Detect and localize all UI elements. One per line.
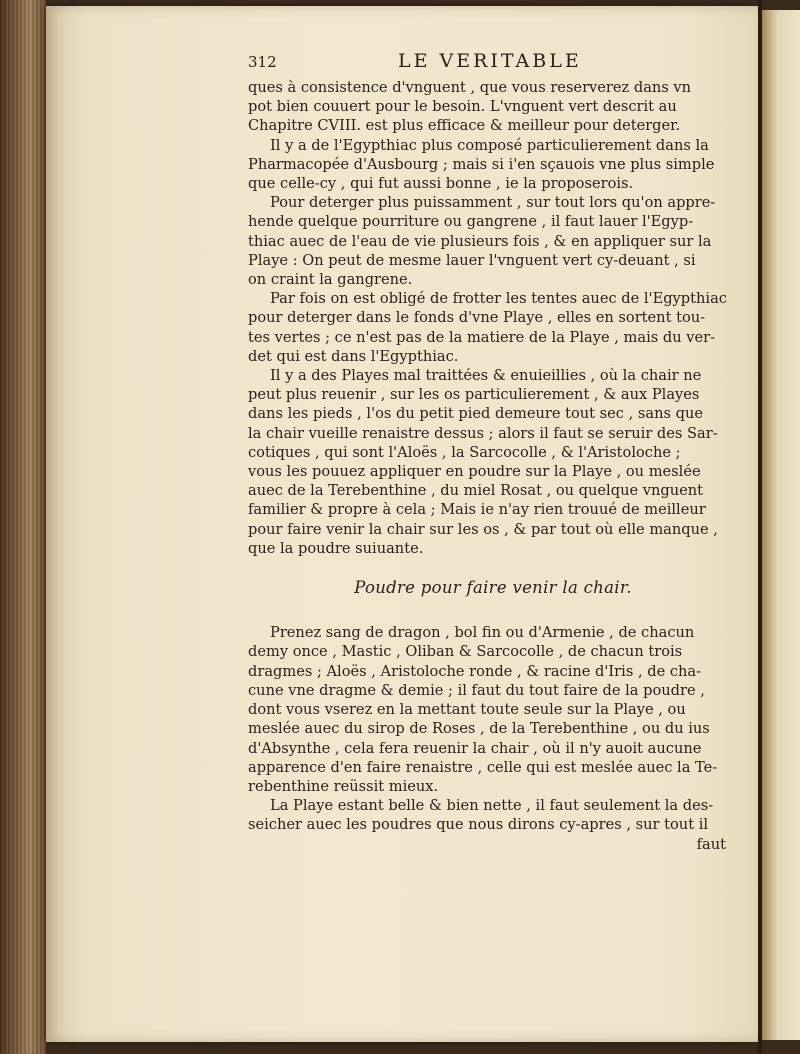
text-line: det qui est dans l'Egypthiac. [248, 347, 459, 365]
text-line: Pour deterger plus puissamment , sur tout lors qu'on appre- [270, 194, 716, 212]
text-line: tes vertes ; ce n'est pas de la matiere de la Playe , mais du ver- [248, 328, 716, 346]
text-line: La Playe estant belle & bien nette , il faut seulement la des- [270, 797, 714, 815]
text-line: dragmes ; Aloës , Aristoloche ronde , & racine d'Iris , de cha- [248, 662, 702, 680]
text-line: pour deterger dans le fonds d'vne Playe , elles en sortent tou- [248, 309, 706, 327]
catchword: faut [696, 835, 726, 853]
section-heading: Poudre pour faire venir la chair. [354, 578, 632, 598]
text-line: thiac auec de l'eau de vie plusieurs fois , & en appliquer sur la [248, 232, 712, 250]
page-number: 312 [248, 53, 277, 71]
paragraph-5 [248, 366, 738, 558]
text-line: demy once , Mastic , Oliban & Sarcocolle , de chacun trois [248, 643, 683, 661]
text-line: Il y a des Playes mal traittées & enuieillies , où la chair ne [270, 367, 702, 385]
paragraph-3 [248, 193, 738, 289]
text-line: familier & propre à cela ; Mais ie n'ay rien trouué de meilleur [248, 501, 706, 519]
text-line: cotiques , qui sont l'Aloës , la Sarcocolle , & l'Aristoloche ; [248, 443, 681, 461]
text-line: pot bien couuert pour le besoin. L'vnguent vert descrit au [248, 98, 677, 116]
text-line: pour faire venir la chair sur les os , & par tout où elle manque , [248, 520, 718, 538]
text-line: que celle-cy , qui fut aussi bonne , ie la proposerois. [248, 175, 634, 193]
text-line: auec de la Terebenthine , du miel Rosat , ou quelque vnguent [248, 482, 704, 500]
text-line: d'Absynthe , cela fera reuenir la chair , où il n'y auoit aucune [248, 739, 702, 757]
page-text [248, 52, 738, 854]
text-line: vous les pouuez appliquer en poudre sur la Playe , ou meslée [248, 463, 701, 481]
text-line: dont vous vserez en la mettant toute seule sur la Playe , ou [248, 701, 686, 719]
running-head: LE VERITABLE [398, 50, 582, 72]
text-line: hende quelque pourriture ou gangrene , il faut lauer l'Egyp- [248, 213, 694, 231]
text-line: la chair vueille renaistre dessus ; alors il faut se seruir des Sar- [248, 424, 718, 442]
text-line: que la poudre suiuante. [248, 539, 424, 557]
paragraph-1 [248, 78, 738, 136]
text-line: seicher auec les poudres que nous dirons cy-apres , sur tout il [248, 816, 709, 834]
text-line: rebenthine reüssit mieux. [248, 777, 439, 795]
text-line: dans les pieds , l'os du petit pied demeure tout sec , sans que [248, 405, 703, 423]
text-line: ques à consistence d'vnguent , que vous reserverez dans vn [248, 79, 692, 96]
text-line: apparence d'en faire renaistre , celle qui est meslée auec la Te- [248, 758, 718, 776]
text-line: Prenez sang de dragon , bol fin ou d'Armenie , de chacun [270, 624, 695, 642]
text-line: Par fois on est obligé de frotter les tentes auec de l'Egypthiac [270, 290, 727, 308]
facing-page-edge [762, 10, 800, 1040]
paragraph-6 [248, 623, 738, 796]
text-line: Il y a de l'Egypthiac plus composé particulierement dans la [270, 136, 709, 154]
book-binding [0, 0, 46, 1054]
text-line: Chapitre CVIII. est plus efficace & meilleur pour deterger. [248, 117, 681, 135]
text-line: Playe : On peut de mesme lauer l'vnguent vert cy-deuant , si [248, 251, 696, 269]
page-header [248, 52, 738, 78]
text-line: meslée auec du sirop de Roses , de la Terebenthine , ou du ius [248, 720, 710, 738]
paragraph-2 [248, 136, 738, 194]
text-line: Pharmacopée d'Ausbourg ; mais si i'en sçauois vne plus simple [248, 155, 715, 173]
text-line: peut plus reuenir , sur les os particulierement , & aux Playes [248, 386, 700, 404]
text-line: cune vne dragme & demie ; il faut du tout faire de la poudre , [248, 681, 705, 699]
text-line: on craint la gangrene. [248, 271, 413, 289]
paragraph-7 [248, 796, 738, 854]
paragraph-4 [248, 289, 738, 366]
